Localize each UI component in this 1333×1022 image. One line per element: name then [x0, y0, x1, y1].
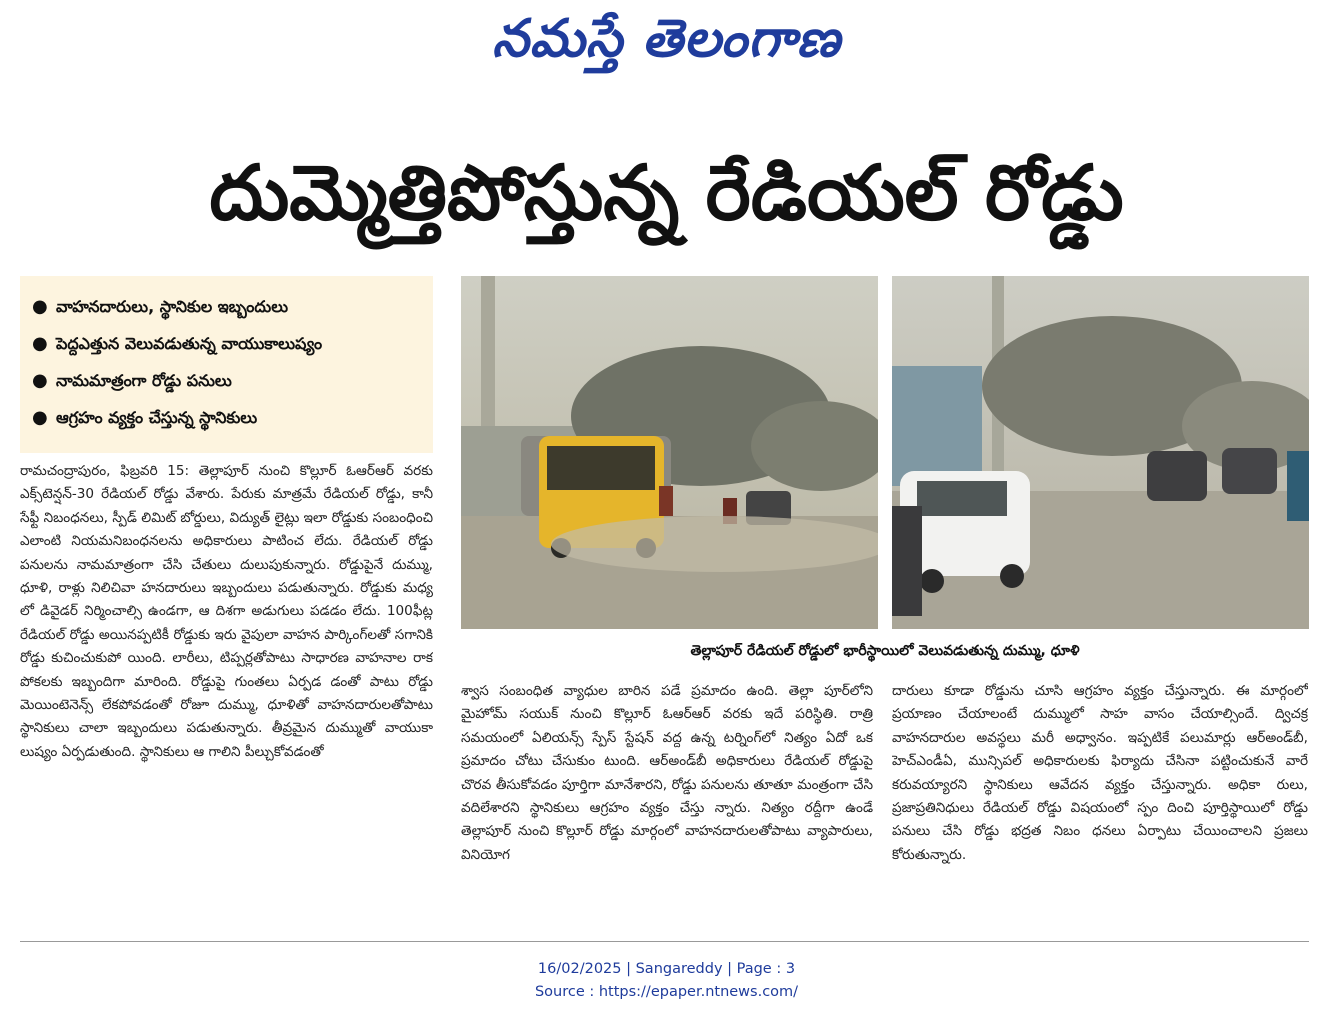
highlights-box [20, 276, 433, 453]
highlight-text: నామమాత్రంగా రోడ్డు పనులు [56, 371, 232, 390]
bullet-icon: ● [32, 370, 48, 391]
highlight-text: వాహనదారులు, స్థానికుల ఇబ్బందులు [56, 297, 289, 316]
highlight-item [32, 325, 423, 362]
bullet-icon: ● [32, 296, 48, 317]
bullet-icon: ● [32, 333, 48, 354]
footer-source: Source : https://epaper.ntnews.com/ [534, 984, 799, 1000]
article-column-3: దారులు కూడా రోడ్డును చూసి ఆగ్రహం వ్యక్తం చేస్తున్నారు. ఈ మార్గంలో ప్రయాణం చేయాలంటే దుమ్ములో సాహ వాసం చేయాల్సిందే. ద్విచక్ర వాహనదారుల అవస్థలు మరీ అధ్వానం. ఇప్పటికే పలుమార్లు ఆర్అండ్‌బీ, హెచ్ఎండీఏ, మున్సిపల్ అధికారులకు ఫిర్యాదు చేసినా పట్టించుకునే వారే కరువయ్యారని స్థానికులు ఆవేదన వ్యక్తం చేస్తున్నారు. అధికా రులు, ప్రజాప్రతినిధులు రేడియల్ రోడ్డు విషయంలో స్పం దించి పూర్తిస్థాయిలో రోడ్డు పనులు చేసి రోడ్డు భద్రత నిబం ధనలు ఏర్పాటు చేయించాలని ప్రజలు కోరుతున్నారు. [892, 683, 1308, 863]
footer-divider [20, 941, 1309, 942]
photo-caption: తెల్లాపూర్ రేడియల్ రోడ్డులో భారీస్థాయిలో వెలువడుతున్న దుమ్ము, ధూళి [690, 643, 1080, 659]
masthead-logo: నమస్తే తెలంగాణ [492, 9, 841, 69]
photo-bus-dust [461, 276, 878, 629]
article-column-2: శ్వాస సంబంధిత వ్యాధుల బారిన పడే ప్రమాదం ఉంది. తెల్లా పూర్‌లోని మైహోమ్ సయుక్ నుంచి కొల్లూర్ ఓఆర్ఆర్ వరకు ఇదే పరిస్థితి. రాత్రి సమయంలో ఏలియన్స్ స్పేస్ స్టేషన్ వద్ద ఉన్న టర్నింగ్‌లో నిత్యం ఏదో ఒక ప్రమాదం చోటు చేసుకుం టుంది. ఆర్అండ్‌బీ అధికారులు రేడియల్ రోడ్డుపై చొరవ తీసుకోవడం పూర్తిగా మానేశారని, రోడ్డు పనులను తూతూ మంత్రంగా చేసి వదిలేశారని స్థానికులు ఆగ్రహం వ్యక్తం చేస్తు న్నారు. నిత్యం రద్దీగా ఉండే తెల్లాపూర్ నుంచి కొల్లూర్ రోడ్డు మార్గంలో వాహనదారులతోపాటు వ్యాపారులు, వినియోగ [461, 683, 873, 863]
highlight-text: పెద్దఎత్తున వెలువడుతున్న వాయుకాలుష్యం [56, 334, 323, 353]
article-column-1: రామచంద్రాపురం, ఫిబ్రవరి 15: తెల్లాపూర్ నుంచి కొల్లూర్ ఓఆర్ఆర్ వరకు ఎక్స్‌టెన్షన్-30 రేడియల్ రోడ్డు వేశారు. పేరుకు మాత్రమే రేడియల్ రోడ్డు, కానీ సేఫ్టీ నిబంధనలు, స్పీడ్ లిమిట్ బోర్డులు, విద్యుత్ లైట్లు ఇలా రోడ్డుకు సంబంధించి ఎలాంటి నియమనిబంధనలను అధికారులు పాటించ లేదు. రేడియల్ రోడ్డు పనులను నామమాత్రంగా చేసి చేతులు దులుపుకున్నారు. రోడ్డుపైనే దుమ్ము, ధూళి, రాళ్లు నిలిచివా హనదారులు ఇబ్బందులు పడుతున్నారు. రోడ్డుకు మధ్య లో డివైడర్ నిర్మించాల్సి ఉండగా, ఆ దిశగా అడుగులు పడడం లేదు. 100ఫీట్ల రేడియల్ రోడ్డు అయినప్పటికీ రోడ్డుకు ఇరు వైపులా వాహన పార్కింగ్‌లతో సగానికి రోడ్డు కుచించుకుపో యింది. లారీలు, టిప్పర్లతోపాటు సాధారణ వాహనాల రాక పోకలకు ఇబ్బందిగా మారింది. రోడ్డుపై గుంతలు ఏర్పడ డంతో పాటు రోడ్డు మెయింటెనెన్స్ లేకపోవడంతో రోజూ దుమ్ము, ధూళితో వాహనదారులతోపాటు స్థానికులు చాలా ఇబ్బందులు పడుతున్నారు. తీవ్రమైన దుమ్ముతో వాయుకా లుష్యం ఏర్పడుతుంది. స్థానికులు ఆ గాలిని పీల్చుకోవడంతో [20, 463, 433, 760]
highlight-text: ఆగ్రహం వ్యక్తం చేస్తున్న స్థానికులు [56, 408, 258, 427]
highlight-item [32, 399, 423, 436]
bullet-icon: ● [32, 407, 48, 428]
headline: దుమ్మెత్తిపోస్తున్న రేడియల్ రోడ్డు [209, 148, 1124, 237]
footer-dateline: 16/02/2025 | Sangareddy | Page : 3 [537, 961, 796, 977]
highlight-item [32, 288, 423, 325]
photo-car-dust [892, 276, 1309, 629]
highlight-item [32, 362, 423, 399]
